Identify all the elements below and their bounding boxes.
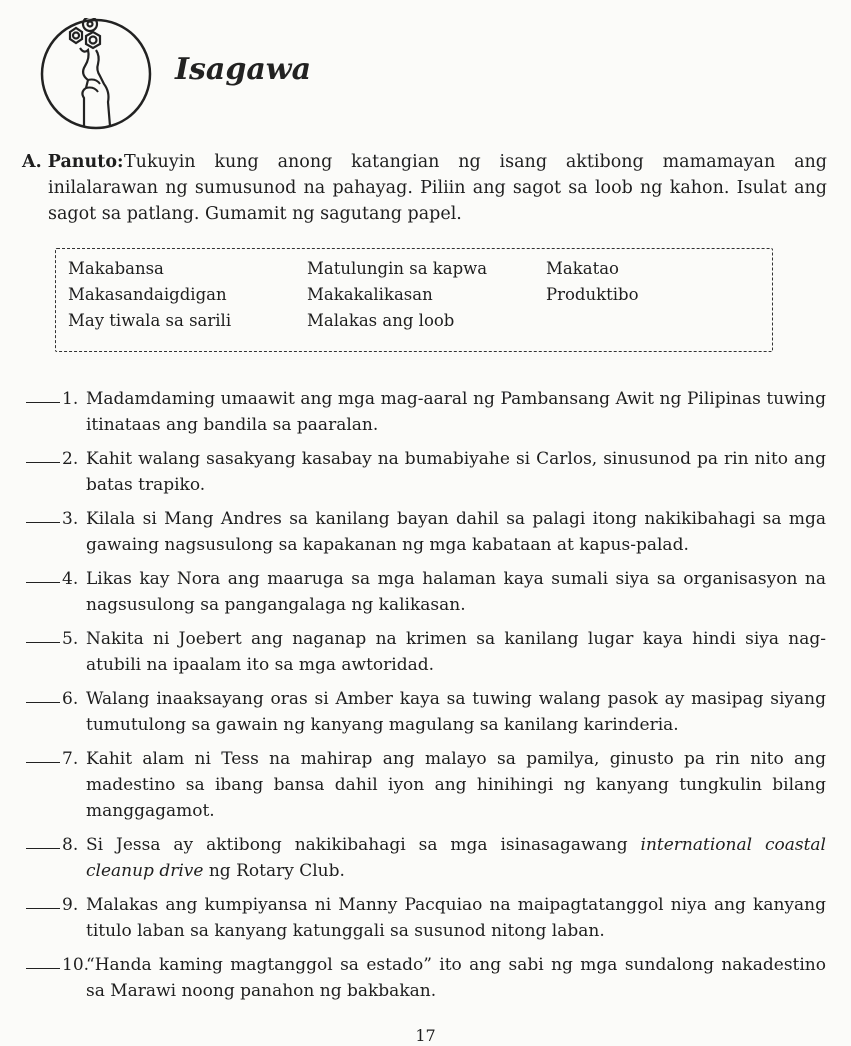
question-text: Walang inaaksayang oras si Amber kaya sa tuwing walang pasok ay masipag siyang tumutulong sa gawain ng kanyang magulang sa kanilang karinderia. (86, 689, 826, 735)
choice-item: Malakas ang loob (307, 311, 455, 330)
answer-blank[interactable] (26, 582, 60, 583)
page-number: 17 (415, 1026, 436, 1045)
answer-blank[interactable] (26, 848, 60, 849)
choice-item: Makatao (546, 259, 619, 278)
instructions (22, 149, 827, 227)
question-item: 1. Madamdaming umaawit ang mga mag-aaral ng Pambansang Awit ng Pilipinas tuwing itinataas ang bandila sa paaralan. (26, 386, 826, 438)
answer-blank[interactable] (26, 462, 60, 463)
question-list (26, 386, 826, 1012)
gears-hand-icon (40, 18, 162, 130)
choice-item: Makakalikasan (307, 285, 433, 304)
question-item: 2. Kahit walang sasakyang kasabay na bumabiyahe si Carlos, sinusunod pa rin nito ang batas trapiko. (26, 446, 826, 498)
question-item: 10. “Handa kaming magtanggol sa estado” ito ang sabi ng mga sundalong nakadestino sa Marawi noong panahon ng bakbakan. (26, 952, 826, 1004)
question-item: 5. Nakita ni Joebert ang naganap na krimen sa kanilang lugar kaya hindi siya nag-atubili na ipaalam ito sa mga awtoridad. (26, 626, 826, 678)
question-item: 6. Walang inaaksayang oras si Amber kaya sa tuwing walang pasok ay masipag siyang tumutulong sa gawain ng kanyang magulang sa kanilang karinderia. (26, 686, 826, 738)
question-text: “Handa kaming magtanggol sa estado” ito ang sabi ng mga sundalong nakadestino sa Marawi noong panahon ng bakbakan. (86, 955, 826, 1001)
question-text: Kahit walang sasakyang kasabay na bumabiyahe si Carlos, sinusunod pa rin nito ang batas trapiko. (86, 449, 826, 495)
answer-blank[interactable] (26, 908, 60, 909)
section-title: Isagawa (175, 52, 312, 87)
instructions-label: A. Panuto: (22, 152, 124, 172)
answer-blank[interactable] (26, 702, 60, 703)
question-item: 7. Kahit alam ni Tess na mahirap ang malayo sa pamilya, ginusto pa rin nito ang madestino sa ibang bansa dahil iyon ang hinihingi ng kanyang tungkulin bilang manggagamot. (26, 746, 826, 824)
question-text: Si Jessa ay aktibong nakikibahagi sa mga isinasagawang international coastal cleanup drive ng Rotary Club. (86, 835, 826, 881)
question-item: 3. Kilala si Mang Andres sa kanilang bayan dahil sa palagi itong nakikibahagi sa mga gawaing nagsusulong sa kapakanan ng mga kabataan at kapus-palad. (26, 506, 826, 558)
choice-item: Makasandaigdigan (68, 285, 227, 304)
question-text: Malakas ang kumpiyansa ni Manny Pacquiao na maipagtatanggol niya ang kanyang titulo laban sa kanyang katunggali sa susunod nitong laban. (86, 895, 826, 941)
choice-item: May tiwala sa sarili (68, 311, 232, 330)
answer-blank[interactable] (26, 522, 60, 523)
choices-box (55, 248, 773, 352)
instructions-text: Tukuyin kung anong katangian ng isang aktibong mamamayan ang inilalarawan ng sumusunod na pahayag. Piliin ang sagot sa loob ng kahon. Isulat ang sagot sa patlang. Gumamit ng sagutang papel. (48, 152, 827, 224)
question-item: 4. Likas kay Nora ang maaruga sa mga halaman kaya sumali siya sa organisasyon na nagsusulong sa pangangalaga ng kalikasan. (26, 566, 826, 618)
answer-blank[interactable] (26, 762, 60, 763)
question-text: Nakita ni Joebert ang naganap na krimen sa kanilang lugar kaya hindi siya nag-atubili na ipaalam ito sa mga awtoridad. (86, 629, 826, 675)
choice-item: Matulungin sa kapwa (307, 259, 488, 278)
answer-blank[interactable] (26, 642, 60, 643)
question-text: Madamdaming umaawit ang mga mag-aaral ng Pambansang Awit ng Pilipinas tuwing itinataas ang bandila sa paaralan. (86, 389, 826, 435)
choice-item: Makabansa (68, 259, 164, 278)
question-text: Kilala si Mang Andres sa kanilang bayan dahil sa palagi itong nakikibahagi sa mga gawaing nagsusulong sa kapakanan ng mga kabataan at kapus-palad. (86, 509, 826, 555)
answer-blank[interactable] (26, 968, 60, 969)
choice-item: Produktibo (546, 285, 639, 304)
question-text: Likas kay Nora ang maaruga sa mga halaman kaya sumali siya sa organisasyon na nagsusulong sa pangangalaga ng kalikasan. (86, 569, 826, 615)
question-text: Kahit alam ni Tess na mahirap ang malayo sa pamilya, ginusto pa rin nito ang madestino sa ibang bansa dahil iyon ang hinihingi ng kanyang tungkulin bilang manggagamot. (86, 749, 826, 821)
question-item: 8. Si Jessa ay aktibong nakikibahagi sa mga isinasagawang international coastal cleanup drive ng Rotary Club. (26, 832, 826, 884)
question-item: 9. Malakas ang kumpiyansa ni Manny Pacquiao na maipagtatanggol niya ang kanyang titulo laban sa kanyang katunggali sa susunod nitong laban. (26, 892, 826, 944)
answer-blank[interactable] (26, 402, 60, 403)
